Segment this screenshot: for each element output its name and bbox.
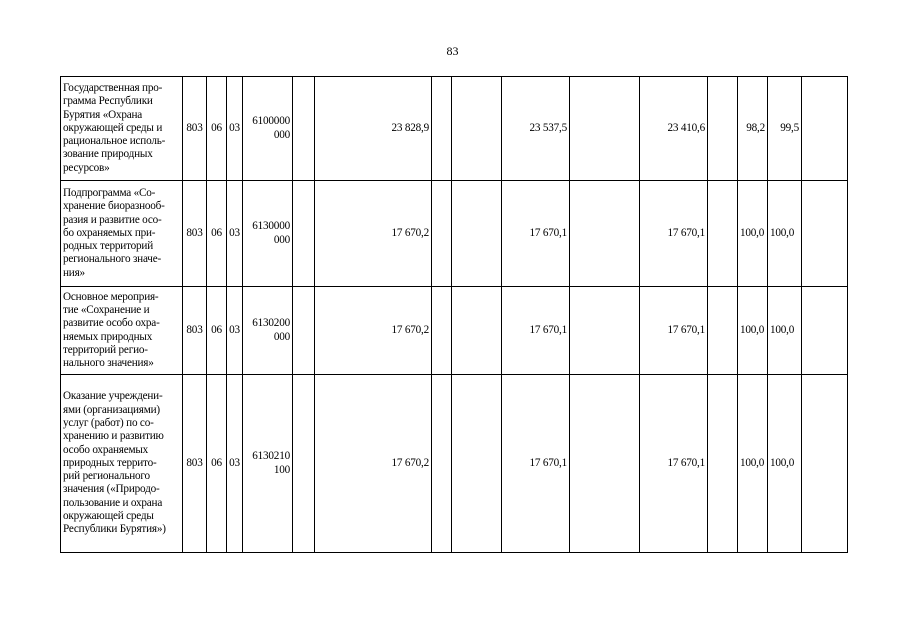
empty-cell [293, 375, 315, 553]
percent-2: 100,0 [768, 181, 802, 287]
adjusted-value: 17 670,1 [502, 181, 570, 287]
target-article-code: 6100000 000 [243, 77, 293, 181]
executed-value: 17 670,1 [640, 375, 708, 553]
percent-1: 100,0 [738, 375, 768, 553]
budget-table [60, 76, 848, 553]
section-code: 06 [207, 375, 227, 553]
ved-code: 803 [183, 287, 207, 375]
empty-cell [432, 181, 452, 287]
row-name: Основное мероприя- тие «Сохранение и развитие особо охра- няемых природных территорий регио- нального значения» [61, 287, 183, 375]
plan-value: 17 670,2 [315, 375, 432, 553]
empty-cell [452, 77, 502, 181]
empty-cell [570, 287, 640, 375]
table-row [61, 77, 848, 181]
subsection-code: 03 [227, 375, 243, 553]
empty-cell [570, 375, 640, 553]
percent-1: 100,0 [738, 181, 768, 287]
adjusted-value: 23 537,5 [502, 77, 570, 181]
row-name: Подпрограмма «Со- хранение биоразнооб- разия и развитие осо- бо охраняемых при- родных территорий регионального значе- ния» [61, 181, 183, 287]
empty-cell [708, 181, 738, 287]
plan-value: 17 670,2 [315, 287, 432, 375]
section-code: 06 [207, 287, 227, 375]
subsection-code: 03 [227, 287, 243, 375]
table-row [61, 181, 848, 287]
page-number: 83 [446, 44, 459, 58]
row-name: Оказание учреждени- ями (организациями) услуг (работ) по со- хранению и развитию особо охраняемых природных террито- рий регионального значения («Природо- пользование и охрана окружающей среды Республики Бурятия») [61, 375, 183, 553]
section-code: 06 [207, 181, 227, 287]
ved-code: 803 [183, 375, 207, 553]
plan-value: 17 670,2 [315, 181, 432, 287]
section-code: 06 [207, 77, 227, 181]
percent-2: 100,0 [768, 287, 802, 375]
percent-2: 99,5 [768, 77, 802, 181]
percent-2: 100,0 [768, 375, 802, 553]
empty-cell [802, 181, 848, 287]
empty-cell [802, 375, 848, 553]
executed-value: 17 670,1 [640, 181, 708, 287]
target-article-code: 6130200 000 [243, 287, 293, 375]
empty-cell [570, 181, 640, 287]
empty-cell [802, 287, 848, 375]
table-row [61, 375, 848, 553]
empty-cell [708, 375, 738, 553]
executed-value: 17 670,1 [640, 287, 708, 375]
subsection-code: 03 [227, 77, 243, 181]
table-row [61, 287, 848, 375]
empty-cell [452, 181, 502, 287]
empty-cell [708, 77, 738, 181]
empty-cell [432, 287, 452, 375]
plan-value: 23 828,9 [315, 77, 432, 181]
empty-cell [708, 287, 738, 375]
empty-cell [570, 77, 640, 181]
empty-cell [432, 375, 452, 553]
empty-cell [293, 77, 315, 181]
empty-cell [293, 181, 315, 287]
row-name: Государственная про- грамма Республики Бурятия «Охрана окружающей среды и рациональное исполь- зование природных ресурсов» [61, 77, 183, 181]
subsection-code: 03 [227, 181, 243, 287]
percent-1: 100,0 [738, 287, 768, 375]
executed-value: 23 410,6 [640, 77, 708, 181]
percent-1: 98,2 [738, 77, 768, 181]
target-article-code: 6130210 100 [243, 375, 293, 553]
adjusted-value: 17 670,1 [502, 375, 570, 553]
ved-code: 803 [183, 181, 207, 287]
empty-cell [293, 287, 315, 375]
adjusted-value: 17 670,1 [502, 287, 570, 375]
empty-cell [452, 375, 502, 553]
empty-cell [802, 77, 848, 181]
empty-cell [432, 77, 452, 181]
empty-cell [452, 287, 502, 375]
ved-code: 803 [183, 77, 207, 181]
target-article-code: 6130000 000 [243, 181, 293, 287]
